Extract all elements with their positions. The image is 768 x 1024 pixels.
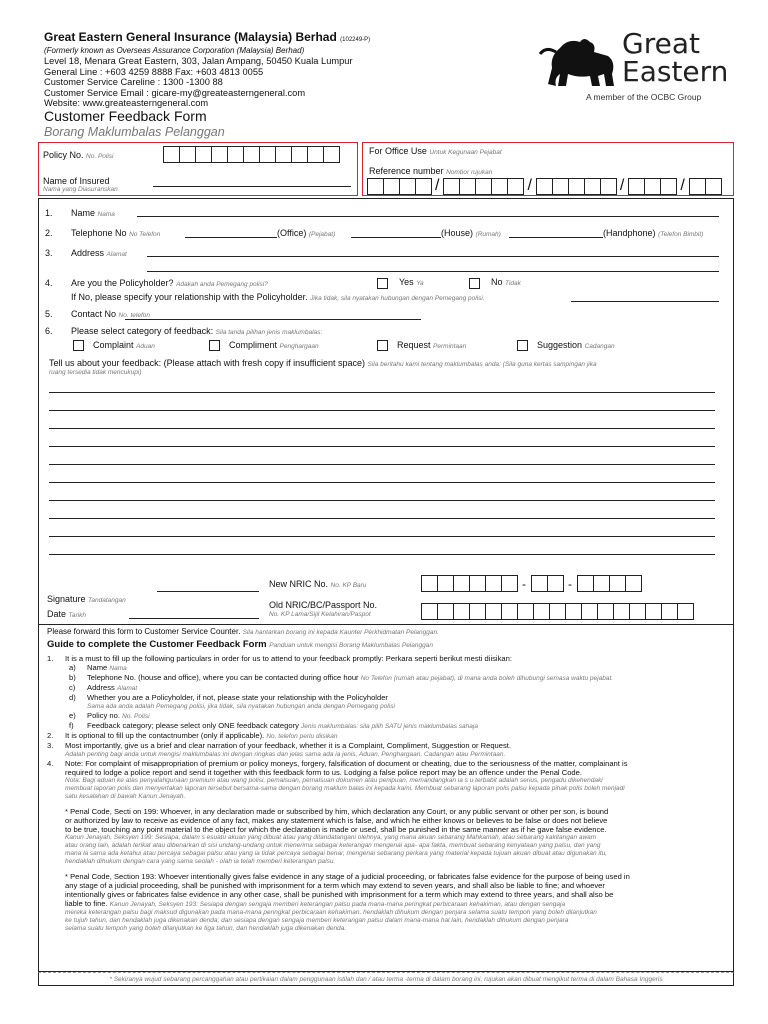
compliment-checkbox[interactable]	[209, 340, 220, 351]
form-title: Customer Feedback Form	[44, 108, 207, 124]
address-input-2[interactable]	[147, 271, 719, 272]
footnote: * Sekiranya wujud sebarang percanggahan atau pertikaian dalam penggunaan istilah dan / atau terma -terma di dalam borang ini, rujukan akan dibuat mengikut terma di dalam Bahasa Inggeris	[38, 972, 734, 986]
old-nric-cells[interactable]	[421, 603, 693, 620]
request-checkbox[interactable]	[377, 340, 388, 351]
address-input-1[interactable]	[147, 256, 719, 257]
feedback-lines[interactable]	[49, 375, 715, 555]
feedback-section: 1. Name Nama 2. Telephone No No Telefon (Office) (Pejabat) (House) (Rumah) (Handphone) (Telefon Bimbit) 3. Address Alamat 4. Are you the Policyholder? Adakah anda Pemegang polisi? Yes Ya No Tidak If No, please specify your relationship with the Policyholder. Jika tidak, sila nyatakan hubungan dengan Pemegang polisi. 5. Contact No No. telefon 6. Please select category of feedback: Sila tanda pilihan jenis maklumbalas: Complaint Aduan Compliment Penghargaan Request Permintaan Suggestion Cadangan Tell us about your feedback: (Please attach with fresh copy if insufficient space) Sila beritahu kami tentang maklumbalas anda: (Sila guna kertas sampingan jika ruang tersedia tidak mencukupi) Signature Tandatangan Date Tarikh New NRIC No. No. KP Baru - - Old NRIC/BC/Passport No. No. KP Lama/Sijil Kelahiran/Paspot	[38, 198, 734, 625]
relationship-input[interactable]	[571, 301, 719, 302]
no-checkbox[interactable]	[469, 278, 480, 289]
name-input[interactable]	[137, 216, 719, 217]
guide-section: Please forward this form to Customer Service Counter. Sila hantarkan borang ini kepada Kaunter Perkhidmatan Pelanggan. Guide to complete the Customer Feedback Form Panduan untuk mengisi Borang Maklumbalas Pelanggan 1. It is a must to fill up the following particulars in order for us to attend to your feedback promptly: Perkara seperti berikut mesti diisikan: a) Name Nama b) Telephone No. (house and office), where you can be contacted during office hour No Telefon (rumah atau pejabat), di mana anda boleh dihubungi semasa waktu pejabat. c) Address Alamat d) Whether you are a Policyholder, if not, please state your relationship with the Policyholder Sama ada anda adalah Pemegang polisi, jika tidak, sila nyatakan hubungan anda dengan Pemegang polisi e) Policy no. No. Polisi f) Feedback category; please select only ONE feedback category Jenis maklumbalas: sila pilih SATU jenis maklumbalas sahaja 2. It is optional to fill up the contactnumber (only if applicable). No. telefon perlu diisikan 3. Most importantly, give us a brief and clear narration of your feedback, whether it is a Complaint, Compliment, Suggestion or Request. Adalah penting bagi anda untuk mengisi maklumbalas ini dengan ringkas dan jelas sama ada ia jenis, Aduan, Penghargaan, Cadangan atau Permintaan. 4. Note: For complaint of misappropriation of premium or policy moneys, forgery, falsification of document or cheating, due to the seriousness of the matter, complainant is required to lodge a police report and send it together with this feedback form to us. Lodging a false police report may be an offence under the Penal Code. Nota: Bagi aduan ke atas penyalahgunaan premium atau wang polisi, pemalsuan, pemalsuan dokumen atau penipuan, memandangkan ia s u terbabit adalah serius, pengadu dikehendaki membuat laporan polis dan menyertakan laporan tersebut bersama-sama dengan borang maklum balas ini kepada kami. Membuat sebarang laporan polis palsu kepada pihak polis boleh menjadi satu kesalahan di bawah Kanun Jenayah. * Penal Code, Secti on 199: Whoever, in any declaration made or subscribed by him, which declaration any Court, or any public servant or other per son, is bound or authorized by law to receive as evidence of any fact, makes any statement which is false, and which he either knows or believes to be false or does not believe to be true, touching any point material to the object for which the declaration is made or used, shall be punished in the same manner as if he gave false evidence. Kanun Jenayah, Seksyen 199: Sesiapa, dalam s esuatu akuan yang dibuat atau yang ditandatangani olehnya, yang mana akuan sebarang Mahkamah, atau sebarang kakitangan awam atau orang lain, adalah terikat atau dibenarkan di sisi undang-undang untuk menerima sebagai keterangan mengenai apa- apa fakta, membuat sebarang kenyataan yang palsu, dan yang mana la sama ada ketahui atau percaya sebagai palsu atau yang ia tidak percaya sebagai benar, mengenai sebarang perkara yang material kepada tujuan akuan dibuat atau digunakan itu, hendaklah dihukum dengan cara yang sama seolah - olah ia telah memberi keterangan palsu. * Penal Code, Section 193: Whoever intentionally gives false evidence in any stage of a judicial proceeding, or fabricates false evidence for the purpose of being used in any stage of a judicial proceeding, shall be punished with imprisonment for a term which may extend to seven years, and shall also be liable to fine; and whoever intentionally gives or fabricates false evidence in any other case, shall be punished with imprisonment for a term which may extend to three years, and shall also be liable to fine. Kanun Jenayah, Seksyen 193: Sesiapa dengan sengaja memberi keterangan palsu pada mana-mana peringkat perbicaraan kehakiman, atau dengan sengaja mereka keterangan palsu bagi maksud digunakan pada mana-mana peringkat perbicaraan kehakiman, hendaklah dihukum dengan penjara selama suatu tempoh yang boleh dilanjutkan ke tujuh tahun, dan hendaklah juga dikenakan denda; dan sesiapa dengan sengaja memberi keterangan palsu dalam mana-mana hal lain, hendaklah dihukum dengan penjara selama suatu tempoh yang boleh dilanjutkan ke tiga tahun, dan hendaklah juga dikenakan denda.	[38, 625, 734, 972]
name-insured-input[interactable]	[153, 186, 351, 187]
lion-icon	[538, 34, 618, 92]
company-contact-block: Level 18, Menara Great Eastern, 303, Jalan Ampang, 50450 Kuala Lumpur General Line : +603 4259 8888 Fax: +603 4813 0055 Customer Service Careline : 1300 -1300 88 Customer Service Email : gicare-my@greateasterngeneral.com Website: www.greateasterngeneral.com	[44, 56, 353, 108]
date-input[interactable]	[129, 618, 259, 619]
contact-input[interactable]	[125, 319, 421, 320]
form-subtitle: Borang Maklumbalas Pelanggan	[44, 125, 225, 139]
house-phone-input[interactable]	[351, 237, 441, 238]
policy-box: Policy No. No. Polisi Name of Insured Nama yang Diasuranskan	[38, 142, 358, 196]
company-name: Great Eastern General Insurance (Malaysia) Berhad (102249-P)	[44, 30, 371, 44]
office-phone-input[interactable]	[185, 237, 277, 238]
great-eastern-logo: Great Eastern A member of the OCBC Group	[538, 30, 738, 104]
complaint-checkbox[interactable]	[73, 340, 84, 351]
new-nric-cells[interactable]: - -	[421, 575, 641, 592]
formerly-known-as: (Formerly known as Overseas Assurance Corporation (Malaysia) Berhad)	[44, 46, 305, 55]
policy-number-cells[interactable]	[163, 146, 339, 163]
yes-checkbox[interactable]	[377, 278, 388, 289]
signature-input[interactable]	[157, 591, 259, 592]
reference-number-cells[interactable]: / / / /	[367, 177, 721, 195]
handphone-input[interactable]	[509, 237, 603, 238]
suggestion-checkbox[interactable]	[517, 340, 528, 351]
office-use-box: For Office Use Untuk Kegunaan Pejabat Reference number Nombor rujukan / / / /	[362, 142, 734, 196]
